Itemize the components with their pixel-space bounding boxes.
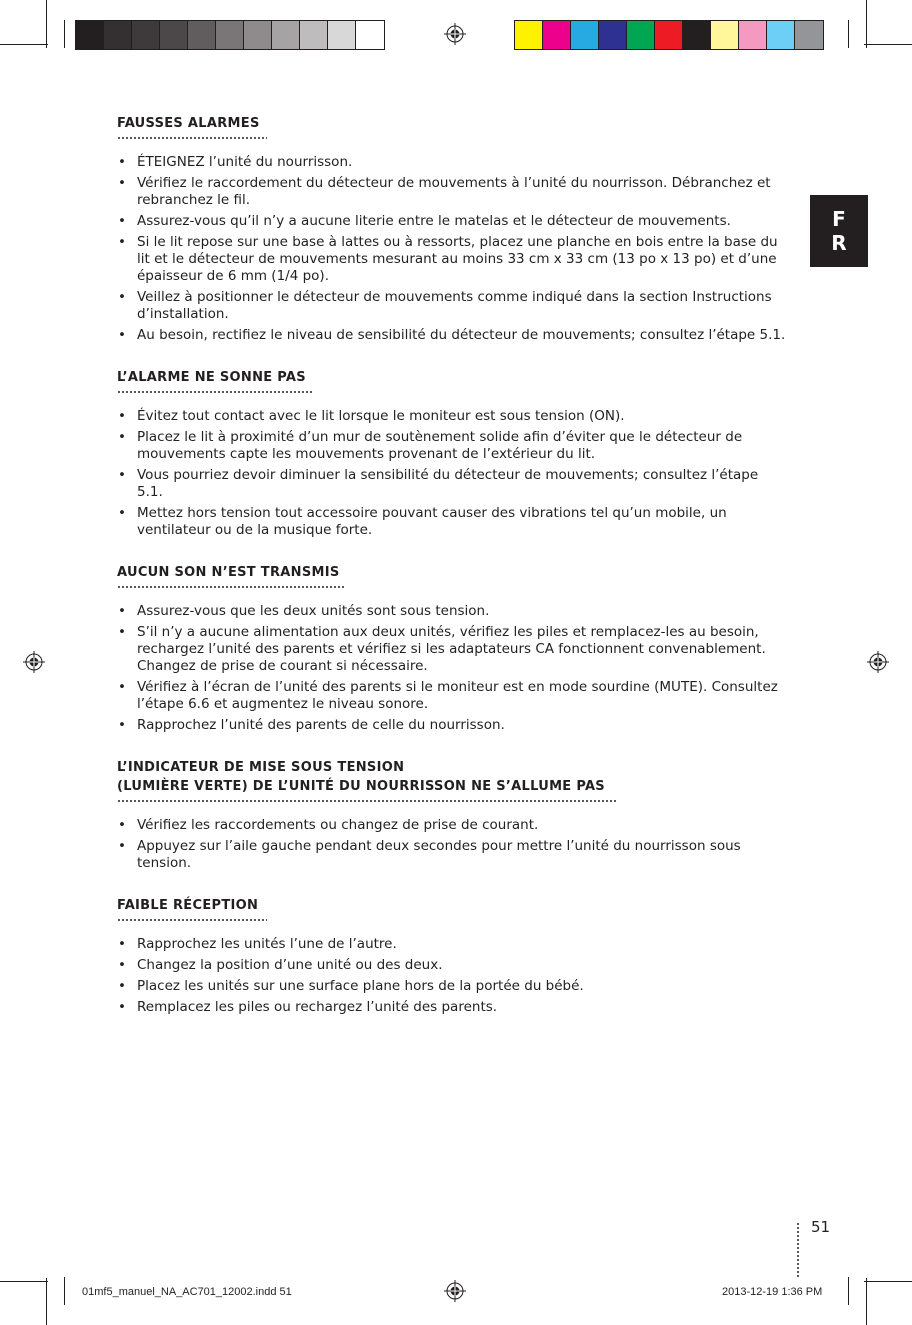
list-item-text: Mettez hors tension tout accessoire pouvant causer des vibrations tel qu’un mobile, un ventilateur ou de la musique forte.: [137, 505, 727, 538]
list-item: [117, 999, 787, 1016]
bullet-icon: •: [118, 817, 126, 833]
color-swatch: [160, 21, 188, 49]
dotted-rule: [117, 800, 617, 802]
section-heading: AUCUN SON N’EST TRANSMIS: [117, 565, 340, 580]
bullet-icon: •: [118, 289, 126, 305]
bullet-list: [117, 817, 787, 872]
section-heading: L’ALARME NE SONNE PAS: [117, 370, 306, 385]
language-tab-letter: R: [831, 231, 847, 255]
crop-mark: [848, 20, 849, 48]
list-item-text: Rapprochez les unités l’une de l’autre.: [137, 936, 397, 952]
list-item-text: ÉTEIGNEZ l’unité du nourrisson.: [137, 154, 353, 170]
bullet-icon: •: [118, 467, 126, 483]
color-swatch: [132, 21, 160, 49]
bullet-icon: •: [118, 234, 126, 250]
registration-mark-icon: [867, 651, 889, 673]
list-item-text: Remplacez les piles ou rechargez l’unité des parents.: [137, 999, 498, 1015]
list-item: [117, 717, 787, 734]
bullet-icon: •: [118, 603, 126, 619]
list-item: [117, 408, 787, 425]
bullet-icon: •: [118, 175, 126, 191]
color-swatch: [244, 21, 272, 49]
bullet-icon: •: [118, 838, 126, 854]
section-heading: L’INDICATEUR DE MISE SOUS TENSION: [117, 760, 405, 775]
list-item: [117, 505, 787, 539]
color-swatch: [795, 21, 823, 49]
list-item-text: Au besoin, rectifiez le niveau de sensibilité du détecteur de mouvements; consultez l’étape 5.1.: [137, 327, 786, 343]
page-number-divider: [797, 1222, 799, 1278]
bullet-icon: •: [118, 717, 126, 733]
color-swatch: [104, 21, 132, 49]
section-heading: FAIBLE RÉCEPTION: [117, 898, 259, 913]
list-item-text: Évitez tout contact avec le lit lorsque le moniteur est sous tension (ON).: [137, 408, 625, 424]
bullet-icon: •: [118, 408, 126, 424]
bullet-icon: •: [118, 327, 126, 343]
bullet-icon: •: [118, 505, 126, 521]
list-item-text: Rapprochez l’unité des parents de celle du nourrisson.: [137, 717, 505, 733]
list-item-text: Appuyez sur l’aile gauche pendant deux secondes pour mettre l’unité du nourrisson sous tension.: [137, 838, 741, 871]
bullet-list: [117, 154, 787, 344]
list-item-text: Vérifiez les raccordements ou changez de prise de courant.: [137, 817, 539, 833]
crop-mark: [64, 20, 65, 48]
registration-mark-icon: [444, 1280, 466, 1302]
color-swatch: [571, 21, 599, 49]
bullet-icon: •: [118, 154, 126, 170]
list-item-text: Vérifiez à l’écran de l’unité des parents si le moniteur est en mode sourdine (MUTE). Consultez l’étape 6.6 et augmentez le niveau sonore.: [137, 679, 778, 712]
list-item: [117, 327, 787, 344]
bullet-icon: •: [118, 679, 126, 695]
process-color-bar: [514, 20, 824, 50]
color-swatch: [627, 21, 655, 49]
section-heading: (LUMIÈRE VERTE) DE L’UNITÉ DU NOURRISSON NE S’ALLUME PAS: [117, 779, 605, 794]
bullet-list: [117, 603, 787, 734]
section: [117, 563, 787, 734]
bullet-icon: •: [118, 978, 126, 994]
list-item-text: Placez les unités sur une surface plane hors de la portée du bébé.: [137, 978, 584, 994]
list-item: [117, 817, 787, 834]
list-item-text: S’il n’y a aucune alimentation aux deux unités, vérifiez les piles et remplacez-les au besoin, rechargez l’unité des parents et vérifiez si les adaptateurs CA fonctionnent convenablement. Changez de prise de courant si nécessaire.: [137, 624, 766, 674]
list-item: [117, 603, 787, 620]
dotted-rule: [117, 137, 267, 139]
color-swatch: [272, 21, 300, 49]
crop-mark: [866, 1278, 867, 1325]
crop-mark: [864, 44, 912, 45]
list-item-text: Vous pourriez devoir diminuer la sensibilité du détecteur de mouvements; consultez l’étape 5.1.: [137, 467, 759, 500]
bullet-icon: •: [118, 936, 126, 952]
slug-timestamp: 2013-12-19 1:36 PM: [722, 1286, 823, 1298]
list-item-text: Placez le lit à proximité d’un mur de soutènement solide afin d’éviter que le détecteur de mouvements capte les mouvements provenant de l’extérieur du lit.: [137, 429, 743, 462]
section-heading: FAUSSES ALARMES: [117, 116, 260, 131]
color-swatch: [655, 21, 683, 49]
color-swatch: [300, 21, 328, 49]
crop-mark: [0, 1281, 48, 1282]
bullet-icon: •: [118, 999, 126, 1015]
section: [117, 896, 787, 1016]
list-item-text: Vérifiez le raccordement du détecteur de mouvements à l’unité du nourrisson. Débranchez et rebranchez le fil.: [137, 175, 771, 208]
list-item-text: Veillez à positionner le détecteur de mouvements comme indiqué dans la section Instructions d’installation.: [137, 289, 772, 322]
grayscale-color-bar: [75, 20, 385, 50]
color-swatch: [515, 21, 543, 49]
bullet-icon: •: [118, 429, 126, 445]
list-item-text: Assurez-vous que les deux unités sont sous tension.: [137, 603, 490, 619]
section: [117, 368, 787, 539]
color-swatch: [76, 21, 104, 49]
bullet-icon: •: [118, 213, 126, 229]
list-item-text: Assurez-vous qu’il n’y a aucune literie entre le matelas et le détecteur de mouvements.: [137, 213, 731, 229]
list-item: [117, 624, 787, 675]
bullet-icon: •: [118, 957, 126, 973]
language-tab-letter: F: [832, 207, 846, 231]
page-number: 51: [811, 1218, 831, 1236]
registration-mark-icon: [23, 651, 45, 673]
list-item: [117, 154, 787, 171]
section: [117, 114, 787, 344]
list-item: [117, 234, 787, 285]
crop-mark: [864, 1281, 912, 1282]
list-item-text: Si le lit repose sur une base à lattes ou à ressorts, placez une planche en bois entre la base du lit et le détecteur de mouvements mesurant au moins 33 cm x 33 cm (13 po x 13 po) et d’une épaisseur de 6 mm (1/4 po).: [137, 234, 778, 284]
section: [117, 758, 787, 872]
color-swatch: [599, 21, 627, 49]
color-swatch: [739, 21, 767, 49]
color-swatch: [543, 21, 571, 49]
list-item: [117, 213, 787, 230]
crop-mark: [46, 1278, 47, 1325]
crop-mark: [848, 1277, 849, 1305]
crop-mark: [64, 1277, 65, 1305]
list-item: [117, 175, 787, 209]
slug-file-name: 01mf5_manuel_NA_AC701_12002.indd 51: [82, 1286, 292, 1298]
language-tab: [810, 195, 868, 267]
color-swatch: [767, 21, 795, 49]
list-item: [117, 936, 787, 953]
crop-mark: [0, 44, 48, 45]
list-item: [117, 289, 787, 323]
list-item: [117, 429, 787, 463]
list-item: [117, 838, 787, 872]
crop-mark: [46, 0, 47, 48]
registration-mark-icon: [444, 23, 466, 45]
troubleshooting-content: [117, 114, 787, 1040]
color-swatch: [711, 21, 739, 49]
bullet-icon: •: [118, 624, 126, 640]
color-swatch: [216, 21, 244, 49]
list-item: [117, 978, 787, 995]
crop-mark: [866, 0, 867, 48]
color-swatch: [683, 21, 711, 49]
list-item: [117, 679, 787, 713]
color-swatch: [328, 21, 356, 49]
list-item: [117, 467, 787, 501]
bullet-list: [117, 408, 787, 539]
color-swatch: [188, 21, 216, 49]
color-swatch: [356, 21, 384, 49]
bullet-list: [117, 936, 787, 1016]
list-item: [117, 957, 787, 974]
dotted-rule: [117, 586, 345, 588]
dotted-rule: [117, 919, 267, 921]
dotted-rule: [117, 391, 313, 393]
list-item-text: Changez la position d’une unité ou des deux.: [137, 957, 443, 973]
